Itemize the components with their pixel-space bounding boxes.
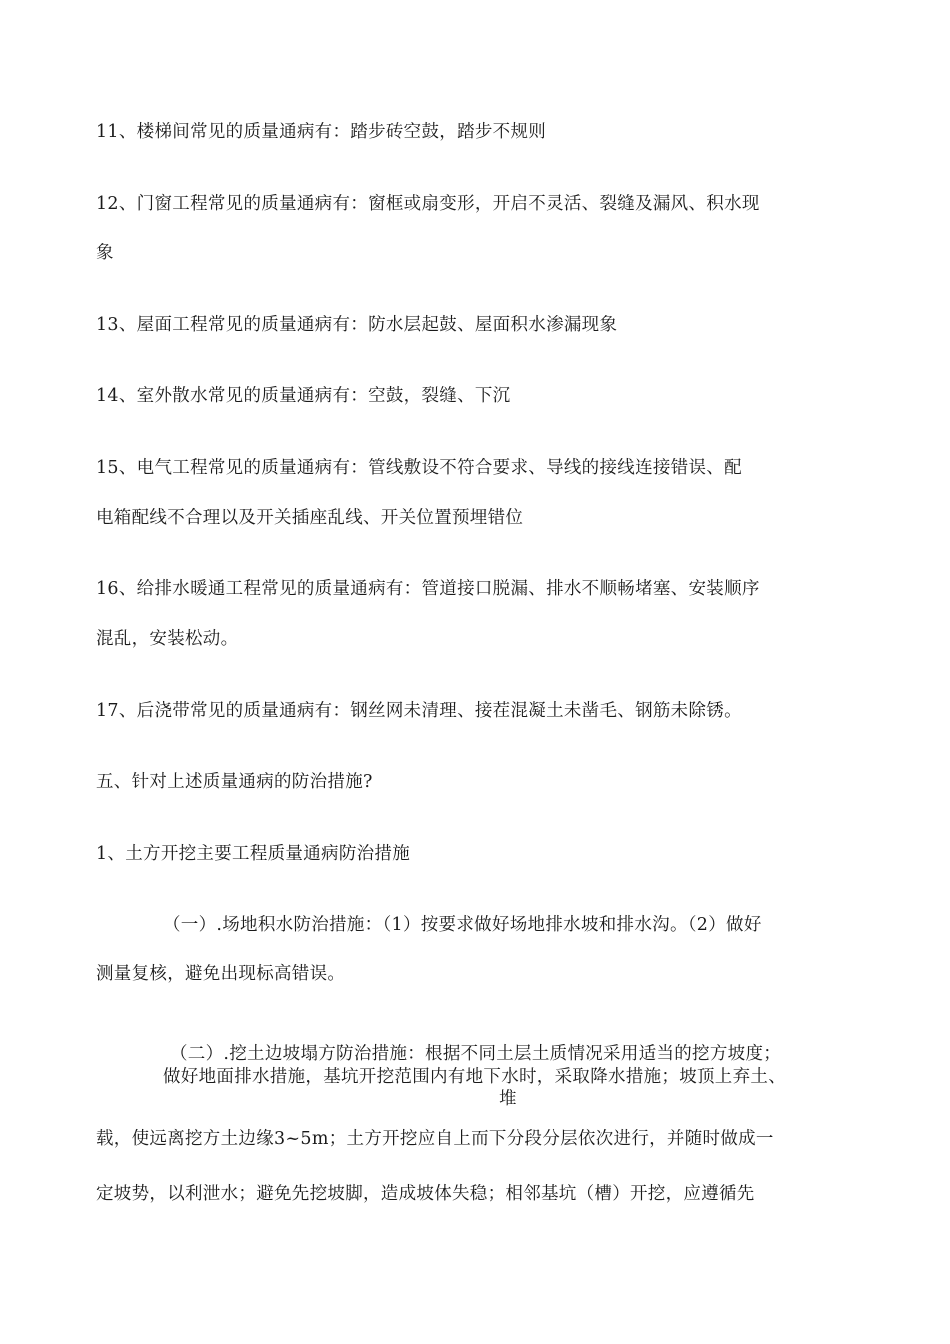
measure-2-line-5: 定坡势，以利泄水；避免先挖坡脚，造成坡体失稳；相邻基坑（槽）开挖，应遵循先 (96, 1184, 755, 1204)
item-16-plumbing-hvac: 16、给排水暖通工程常见的质量通病有：管道接口脱漏、排水不顺畅堵塞、安装顺序 (96, 579, 760, 599)
measure-1-continuation: 测量复核，避免出现标高错误。 (96, 964, 346, 984)
measure-2-line-2: 做好地面排水措施，基坑开挖范围内有地下水时，采取降水措施；坡顶上弃土、 (163, 1067, 786, 1087)
item-11-stairwell: 11、楼梯间常见的质量通病有：踏步砖空鼓，踏步不规则 (96, 122, 547, 142)
item-15-electrical: 15、电气工程常见的质量通病有：管线敷设不符合要求、导线的接线连接错误、配 (96, 458, 742, 478)
item-15-continuation: 电箱配线不合理以及开关插座乱线、开关位置预埋错位 (96, 508, 524, 528)
item-16-continuation: 混乱，安装松动。 (96, 629, 239, 649)
item-12-continuation: 象 (96, 243, 114, 263)
item-13-roofing: 13、屋面工程常见的质量通病有：防水层起鼓、屋面积水渗漏现象 (96, 315, 618, 335)
measure-1-site-water: （一）.场地积水防治措施：（1）按要求做好场地排水坡和排水沟。（2）做好 (163, 915, 762, 935)
item-14-apron: 14、室外散水常见的质量通病有：空鼓，裂缝、下沉 (96, 386, 511, 406)
item-12-doors-windows: 12、门窗工程常见的质量通病有：窗框或扇变形，开启不灵活、裂缝及漏风、积水现 (96, 194, 760, 214)
subsection-1-heading: 1、土方开挖主要工程质量通病防治措施 (96, 844, 411, 864)
measure-2-line-4: 载，使远离挖方土边缘3~5m；土方开挖应自上而下分段分层依次进行，并随时做成一 (96, 1129, 774, 1149)
section-5-heading: 五、针对上述质量通病的防治措施? (96, 772, 373, 792)
item-17-post-cast-strip: 17、后浇带常见的质量通病有：钢丝网未清理、接茬混凝土未凿毛、钢筋未除锈。 (96, 701, 742, 721)
measure-2-line-3: 堆 (499, 1089, 517, 1109)
measure-2-slope-collapse: （二）.挖土边坡塌方防治措施：根据不同土层土质情况采用适当的挖方坡度； (170, 1044, 782, 1064)
